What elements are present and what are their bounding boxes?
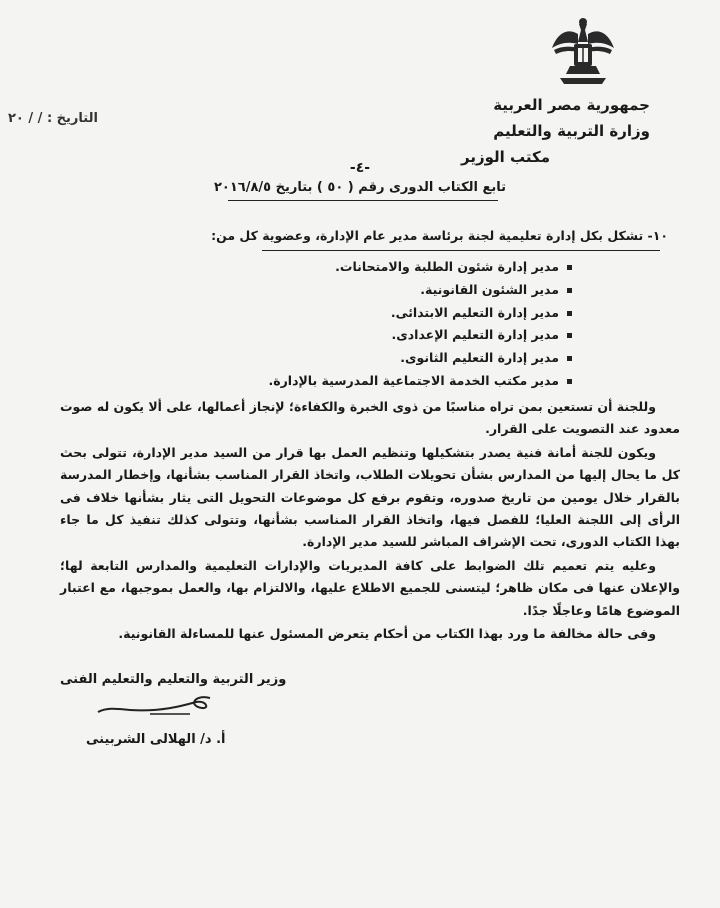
bullet-square-icon — [567, 379, 572, 384]
subject-line: تابع الكتاب الدورى رقم ( ٥٠ ) بتاريخ ٢٠١٦/٨/٥ — [213, 180, 507, 195]
subject-underline — [228, 200, 498, 201]
letterhead-republic: جمهورية مصر العربية — [493, 96, 650, 114]
signatory-name: أ. د/ الهلالى الشربينى — [86, 732, 226, 747]
bullet-square-icon — [567, 265, 572, 270]
paragraph-advisors: وللجنة أن تستعين بمن تراه مناسبًا من ذوى الخبرة والكفاءة؛ لإنجاز أعمالها، على ألا يكون له صوت معدود عند التصويت على القرار. — [60, 399, 680, 437]
bullet-square-icon — [567, 356, 572, 361]
eagle-emblem-icon — [548, 14, 618, 90]
date-line: التاريخ : / / ٢٠ — [8, 111, 98, 126]
bullet-square-icon — [567, 288, 572, 293]
handwritten-signature-icon — [90, 690, 220, 720]
paragraph-circulation: وعليه يتم تعميم تلك الضوابط على كافة المديريات والإدارات التعليمية والمدارس التابعة لها؛ والإعلان عنها فى مكان ظاهر؛ ليتسنى للجميع الاطلاع عليها، والالتزام بها، والعمل بموجبها، مع اعتبار الموضوع هامًا وعاجلًا جدًا. — [60, 557, 680, 618]
letterhead — [450, 92, 650, 170]
paragraph-violation: وفى حالة مخالفة ما ورد بهذا الكتاب من أحكام يتعرض المسئول عنها للمساءلة القانونية. — [118, 626, 656, 642]
list-item: مدير مكتب الخدمة الاجتماعية المدرسية بالإدارة. — [252, 370, 572, 393]
committee-members-list — [252, 256, 572, 393]
body-text — [60, 396, 680, 646]
list-item: مدير إدارة شئون الطلبة والامتحانات. — [252, 256, 572, 279]
list-item: مدير إدارة التعليم الإعدادى. — [252, 324, 572, 347]
page-number: -٤- — [349, 160, 371, 176]
list-item: مدير الشئون القانونية. — [252, 279, 572, 302]
signatory-title: وزير التربية والتعليم والتعليم الفنى — [60, 672, 287, 687]
intro-underline — [262, 250, 660, 251]
letterhead-ministry: وزارة التربية والتعليم — [493, 122, 650, 140]
paragraph-secretariat: ويكون للجنة أمانة فنية يصدر بتشكيلها وتنظيم العمل بها قرار من السيد مدير الإدارة، تتولى بحث كل ما يحال إليها من المدارس بشأن تحويلات الطلاب، واتخاذ القرار المناسب بشأنها، وإخطار المدرسة بالقرار خلال يومين من تاريخ صدوره، وتقوم برفع كل موضوعات التحويل التى يثار بشأنها خلاف فى الرأى إلى اللجنة العليا؛ للفصل فيها، واتخاذ القرار المناسب بشأنها، وتتولى كذلك تنفيذ كل ما جاء بهذا الكتاب الدورى، تحت الإشراف المباشر للسيد مدير الإدارة. — [60, 444, 680, 550]
committee-intro: ١٠- تشكل بكل إدارة تعليمية لجنة برئاسة مدير عام الإدارة، وعضوية كل من: — [211, 228, 668, 243]
bullet-square-icon — [567, 333, 572, 338]
letterhead-office: مكتب الوزير — [460, 148, 550, 166]
list-item: مدير إدارة التعليم الثانوى. — [252, 347, 572, 370]
list-item: مدير إدارة التعليم الابتدائى. — [252, 302, 572, 325]
bullet-square-icon — [567, 311, 572, 316]
